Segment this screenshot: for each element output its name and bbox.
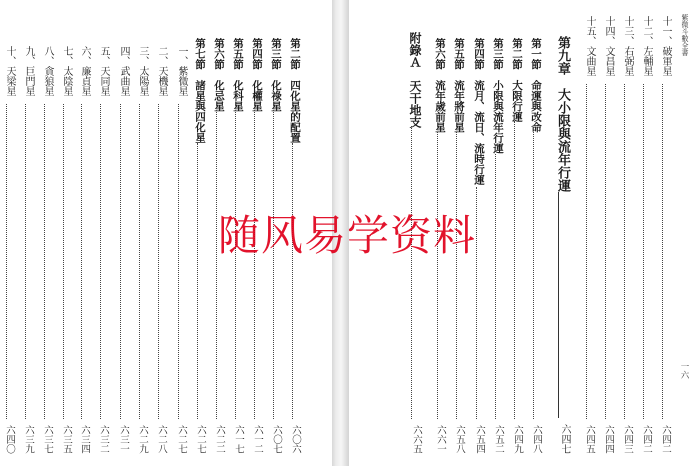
- dot-leader: [533, 132, 534, 419]
- toc-page-number: 六三一: [118, 425, 129, 454]
- dot-leader: [216, 110, 217, 419]
- dot-leader: [558, 192, 559, 418]
- toc-page-number: 六二九: [137, 425, 148, 454]
- dot-leader: [643, 84, 644, 419]
- toc-entry-title: 八、貪狼星: [42, 46, 53, 96]
- section-entry: [189, 0, 205, 466]
- toc-entry-title: 四、武曲星: [118, 46, 129, 96]
- toc-page-number: 六四四: [603, 425, 614, 454]
- star-entry: [36, 0, 52, 466]
- dot-leader: [254, 110, 255, 419]
- toc-entry-title: 九、巨門星: [23, 46, 34, 96]
- toc-entry-title: 第七節 諸星與四化星: [194, 38, 206, 143]
- toc-page-number: 六〇六: [290, 425, 301, 454]
- dot-leader: [6, 104, 7, 420]
- watermark-text: 随风易学资料: [218, 211, 477, 260]
- star-entry: [92, 0, 108, 466]
- toc-page-number: 六一七: [233, 425, 244, 454]
- toc-entry-title: 第九章 大小限與流年行運: [555, 36, 570, 192]
- toc-entry-title: 三、太陽星: [137, 46, 148, 96]
- toc-page-number: 六二八: [156, 425, 167, 454]
- toc-entry-title: 二、天機星: [156, 46, 167, 96]
- toc-page-number: 六四三: [622, 425, 633, 454]
- toc-entry-title: 第二節 大限行運: [511, 38, 523, 122]
- dot-leader: [456, 132, 457, 419]
- dot-leader: [139, 104, 140, 420]
- toc-entry-title: 十一、破軍星: [660, 16, 671, 76]
- toc-page-number: 六三九: [23, 425, 34, 454]
- toc-entry-title: 一、紫微星: [176, 46, 187, 96]
- dot-leader: [273, 110, 274, 419]
- dot-leader: [197, 143, 198, 419]
- toc-entry-title: 第五節 流年將前星: [453, 38, 465, 133]
- toc-entry-title: 第三節 小限與流年行運: [492, 38, 504, 154]
- dot-leader: [100, 104, 101, 420]
- toc-page-number: 六五四: [474, 425, 485, 454]
- toc-page-number: 六三四: [79, 425, 90, 454]
- toc-entry-title: 十三、右弼星: [622, 16, 633, 76]
- section-entry: [525, 0, 541, 466]
- toc-entry-title: 第四節 化權星: [251, 38, 263, 112]
- toc-page-number: 六四〇: [4, 425, 15, 454]
- toc-entry-title: 十四、文昌星: [603, 16, 614, 76]
- star-entry: [578, 0, 594, 466]
- star-entry: [0, 0, 14, 466]
- toc-page-number: 六二七: [176, 425, 187, 454]
- toc-page-number: 六三五: [61, 425, 72, 454]
- toc-entry-title: 附錄Ａ 天干地支: [408, 32, 422, 128]
- dot-leader: [63, 104, 64, 420]
- toc-page-number: 六一二: [252, 425, 263, 454]
- toc-page-number: 六四二: [660, 425, 671, 454]
- toc-entry-title: 第六節 流年歲前星: [434, 38, 446, 133]
- dot-leader: [605, 84, 606, 419]
- page-number: 一六: [679, 362, 689, 379]
- star-entry: [616, 0, 632, 466]
- dot-leader: [158, 104, 159, 420]
- star-entry: [170, 0, 186, 466]
- star-entry: [73, 0, 89, 466]
- toc-page-number: 六六五: [411, 425, 422, 454]
- dot-leader: [437, 132, 438, 419]
- toc-entry-title: 第六節 化忌星: [213, 38, 225, 112]
- dot-leader: [235, 110, 236, 419]
- toc-entry-title: 十五、文曲星: [584, 16, 595, 76]
- chapter-entry: [547, 0, 569, 466]
- star-entry: [112, 0, 128, 466]
- dot-leader: [411, 126, 412, 419]
- star-entry: [654, 0, 670, 466]
- dot-leader: [120, 104, 121, 420]
- star-entry: [17, 0, 33, 466]
- toc-entry-title: 十、天梁星: [4, 46, 15, 96]
- section-entry: [506, 0, 522, 466]
- dot-leader: [44, 104, 45, 420]
- running-head: 紫微斗數全書: [681, 14, 689, 56]
- star-entry: [131, 0, 147, 466]
- star-entry: [635, 0, 651, 466]
- toc-page-number: 六四二: [641, 425, 652, 454]
- toc-page-number: 六六一: [435, 425, 446, 454]
- dot-leader: [25, 104, 26, 420]
- toc-page-number: 六四五: [584, 425, 595, 454]
- toc-entry-title: 七、太陰星: [61, 46, 72, 96]
- star-entry: [55, 0, 71, 466]
- toc-entry-title: 第五節 化科星: [232, 38, 244, 112]
- toc-page-number: 六四九: [512, 425, 523, 454]
- toc-page-number: 六五八: [454, 425, 465, 454]
- dot-leader: [514, 121, 515, 419]
- section-entry: [487, 0, 503, 466]
- toc-page-number: 六四七: [559, 424, 570, 454]
- toc-page-number: 六二七: [195, 425, 206, 454]
- toc-entry-title: 十二、左輔星: [641, 16, 652, 76]
- toc-entry-title: 六、廉貞星: [79, 46, 90, 96]
- toc-page-number: 六四八: [531, 425, 542, 454]
- dot-leader: [586, 84, 587, 419]
- dot-leader: [81, 104, 82, 420]
- dot-leader: [662, 84, 663, 419]
- toc-entry-title: 第一節 命運與改命: [530, 38, 542, 133]
- toc-entry-title: 第三節 化祿星: [270, 38, 282, 112]
- star-entry: [597, 0, 613, 466]
- toc-page-number: 六三七: [42, 425, 53, 454]
- toc-page-number: 六〇七: [271, 425, 282, 454]
- toc-entry-title: 第四節 流月、流日、流時行運: [473, 38, 485, 185]
- toc-entry-title: 第二節 四化星的配置: [289, 38, 301, 143]
- star-entry: [150, 0, 166, 466]
- dot-leader: [495, 154, 496, 419]
- toc-page-number: 六三二: [98, 425, 109, 454]
- dot-leader: [624, 84, 625, 419]
- dot-leader: [292, 143, 293, 419]
- toc-page-number: 六五二: [493, 425, 504, 454]
- toc-page-number: 六二二: [214, 425, 225, 454]
- dot-leader: [178, 104, 179, 420]
- toc-entry-title: 五、天同星: [98, 46, 109, 96]
